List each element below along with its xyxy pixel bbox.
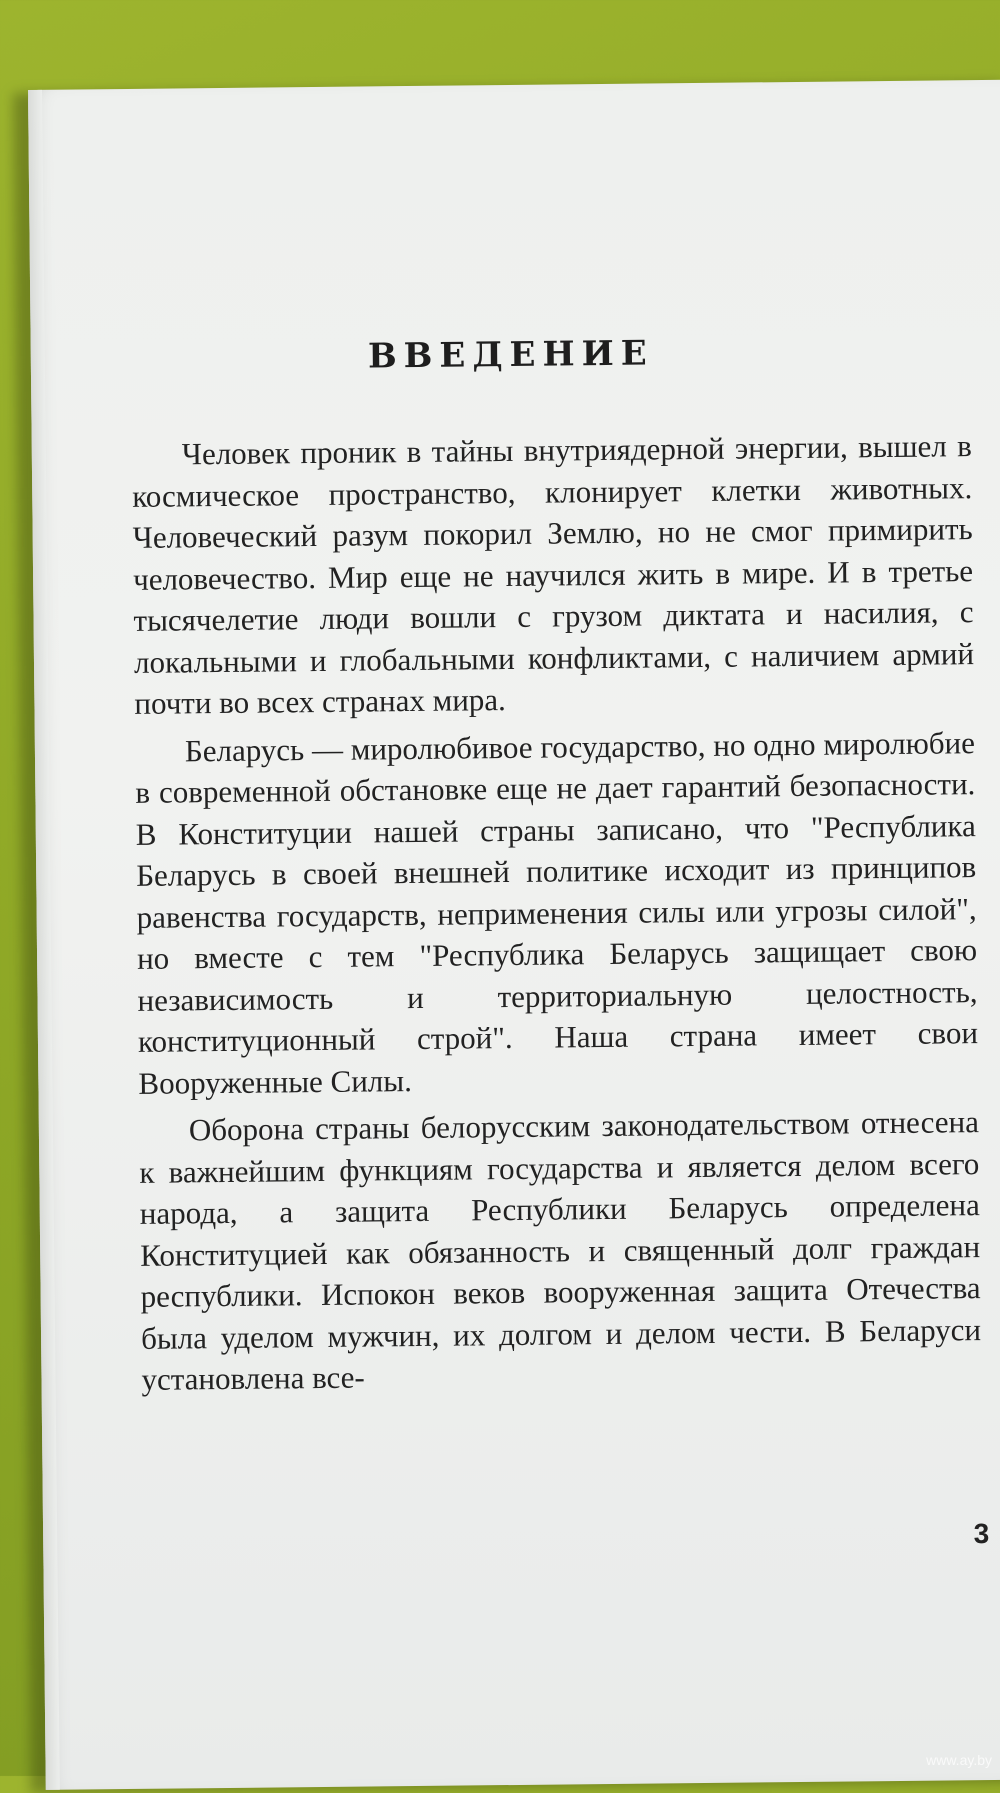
body-text <box>132 425 982 1406</box>
watermark: www.ay.by <box>926 1752 992 1768</box>
page-title: ВВЕДЕНИЕ <box>367 333 654 377</box>
book-page <box>28 80 1000 1790</box>
paragraph-3: Оборона страны белорусским законодательством отнесена к важнейшим функциям государства и является делом всего народа, а защита Республики Беларусь определена Конституцией как обязанность и священный долг граждан республики. Испокон веков вооруженная защита Отечества была уделом мужчин, их долгом и делом чести. В Беларуси установлена все- <box>139 1104 982 1397</box>
paragraph-2: Беларусь — миролюбивое государство, но одно миролюбие в современной обстановке еще не дает гарантий безопасности. В Конституции нашей страны записано, что "Республика Беларусь в своей внешней политике исходит из принципов равенства государств, неприменения силы или угрозы силой", но вместе с тем "Республика Беларусь защищает свою независимость и территориальную целостность, конституционный строй". Наша страна имеет свои Вооруженные Силы. <box>135 724 979 1101</box>
paragraph-1: Человек проник в тайны внутриядерной энергии, вышел в космическое пространство, клонирует клетки животных. Человеческий разум покорил Землю, но не смог примирить человечество. Мир еще не научился жить в мире. И в третье тысячелетие люди вошли с грузом диктата и насилия, с локальными и глобальными конфликтами, с наличием армий почти во всех странах мира. <box>132 428 975 721</box>
page-number: 3 <box>973 1518 990 1550</box>
